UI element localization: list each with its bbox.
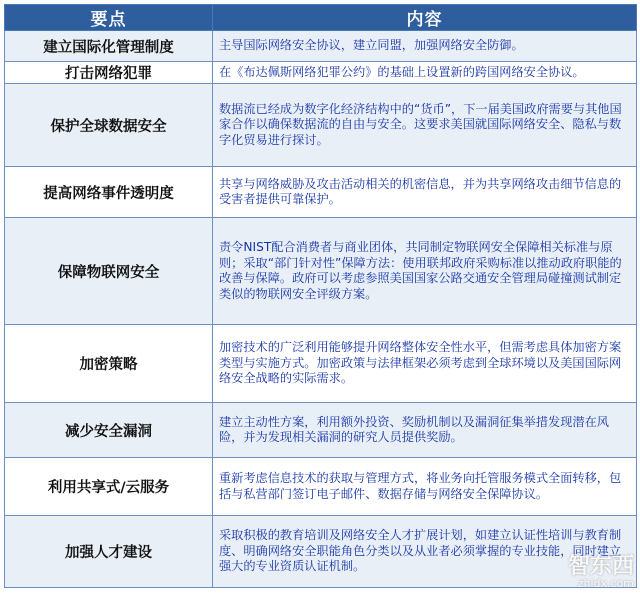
table-row xyxy=(5,62,637,84)
watermark xyxy=(568,556,634,590)
table-row xyxy=(5,325,637,403)
row-key: 建立国际化管理制度 xyxy=(5,31,213,62)
row-text: 建立主动性方案，利用额外投资、奖励机制以及漏洞征集举措发现潜在风险，并为发现相关漏洞的研究人员提供奖励。 xyxy=(213,403,637,458)
watermark-logo: 智东西 xyxy=(567,554,634,579)
cybersecurity-policy-table xyxy=(4,4,637,588)
row-key: 打击网络犯罪 xyxy=(5,62,213,84)
row-text: 责令NIST配合消费者与商业团体，共同制定物联网安全保障相关标准与原则；采取“部门针对性”保障方法：使用联邦政府采购标准以推动政府职能的改善与保障。政府可以考虑参照美国国家公路交通安全管理局碰撞测试制定类似的物联网安全评级方案。 xyxy=(213,218,637,325)
header-key-points: 要点 xyxy=(5,5,213,31)
row-key: 保护全球数据安全 xyxy=(5,84,213,167)
row-key: 提高网络事件透明度 xyxy=(5,167,213,218)
row-text: 主导国际网络安全协议，建立同盟，加强网络安全防御。 xyxy=(213,31,637,62)
row-text: 数据流已经成为数字化经济结构中的“货币”，下一届美国政府需要与其他国家合作以确保数据流的自由与安全。这要求美国就国际网络安全、隐私与数字化贸易进行探讨。 xyxy=(213,84,637,167)
table-row xyxy=(5,167,637,218)
table-row xyxy=(5,458,637,516)
row-key: 减少安全漏洞 xyxy=(5,403,213,458)
table-row xyxy=(5,218,637,325)
table-row xyxy=(5,516,637,588)
row-text: 加密技术的广泛利用能够提升网络整体安全性水平，但需考虑具体加密方案类型与实施方式。加密政策与法律框架必须考虑到全球环境以及美国国际网络安全战略的实际需求。 xyxy=(213,325,637,403)
table-row xyxy=(5,31,637,62)
row-text: 共享与网络威胁及攻击活动相关的机密信息，并为共享网络攻击细节信息的受害者提供可靠保护。 xyxy=(213,167,637,218)
table-header-row xyxy=(5,5,637,31)
row-text: 重新考虑信息技术的获取与管理方式，将业务向托管服务模式全面转移，包括与私营部门签订电子邮件、数据存储与网络安全保障协议。 xyxy=(213,458,637,516)
table-row xyxy=(5,403,637,458)
row-text: 采取积极的教育培训及网络安全人才扩展计划，如建立认证性培训与教育制度、明确网络安全职能角色分类以及从业者必须掌握的专业技能，同时建立强大的专业资质认证机制。 xyxy=(213,516,637,588)
header-content: 内容 xyxy=(213,5,637,31)
row-key: 加强人才建设 xyxy=(5,516,213,588)
row-key: 加密策略 xyxy=(5,325,213,403)
row-key: 利用共享式/云服务 xyxy=(5,458,213,516)
row-key: 保障物联网安全 xyxy=(5,218,213,325)
row-text: 在《布达佩斯网络犯罪公约》的基础上设置新的跨国网络安全协议。 xyxy=(213,62,637,84)
watermark-url: zhidx.com xyxy=(577,577,634,590)
table-row xyxy=(5,84,637,167)
